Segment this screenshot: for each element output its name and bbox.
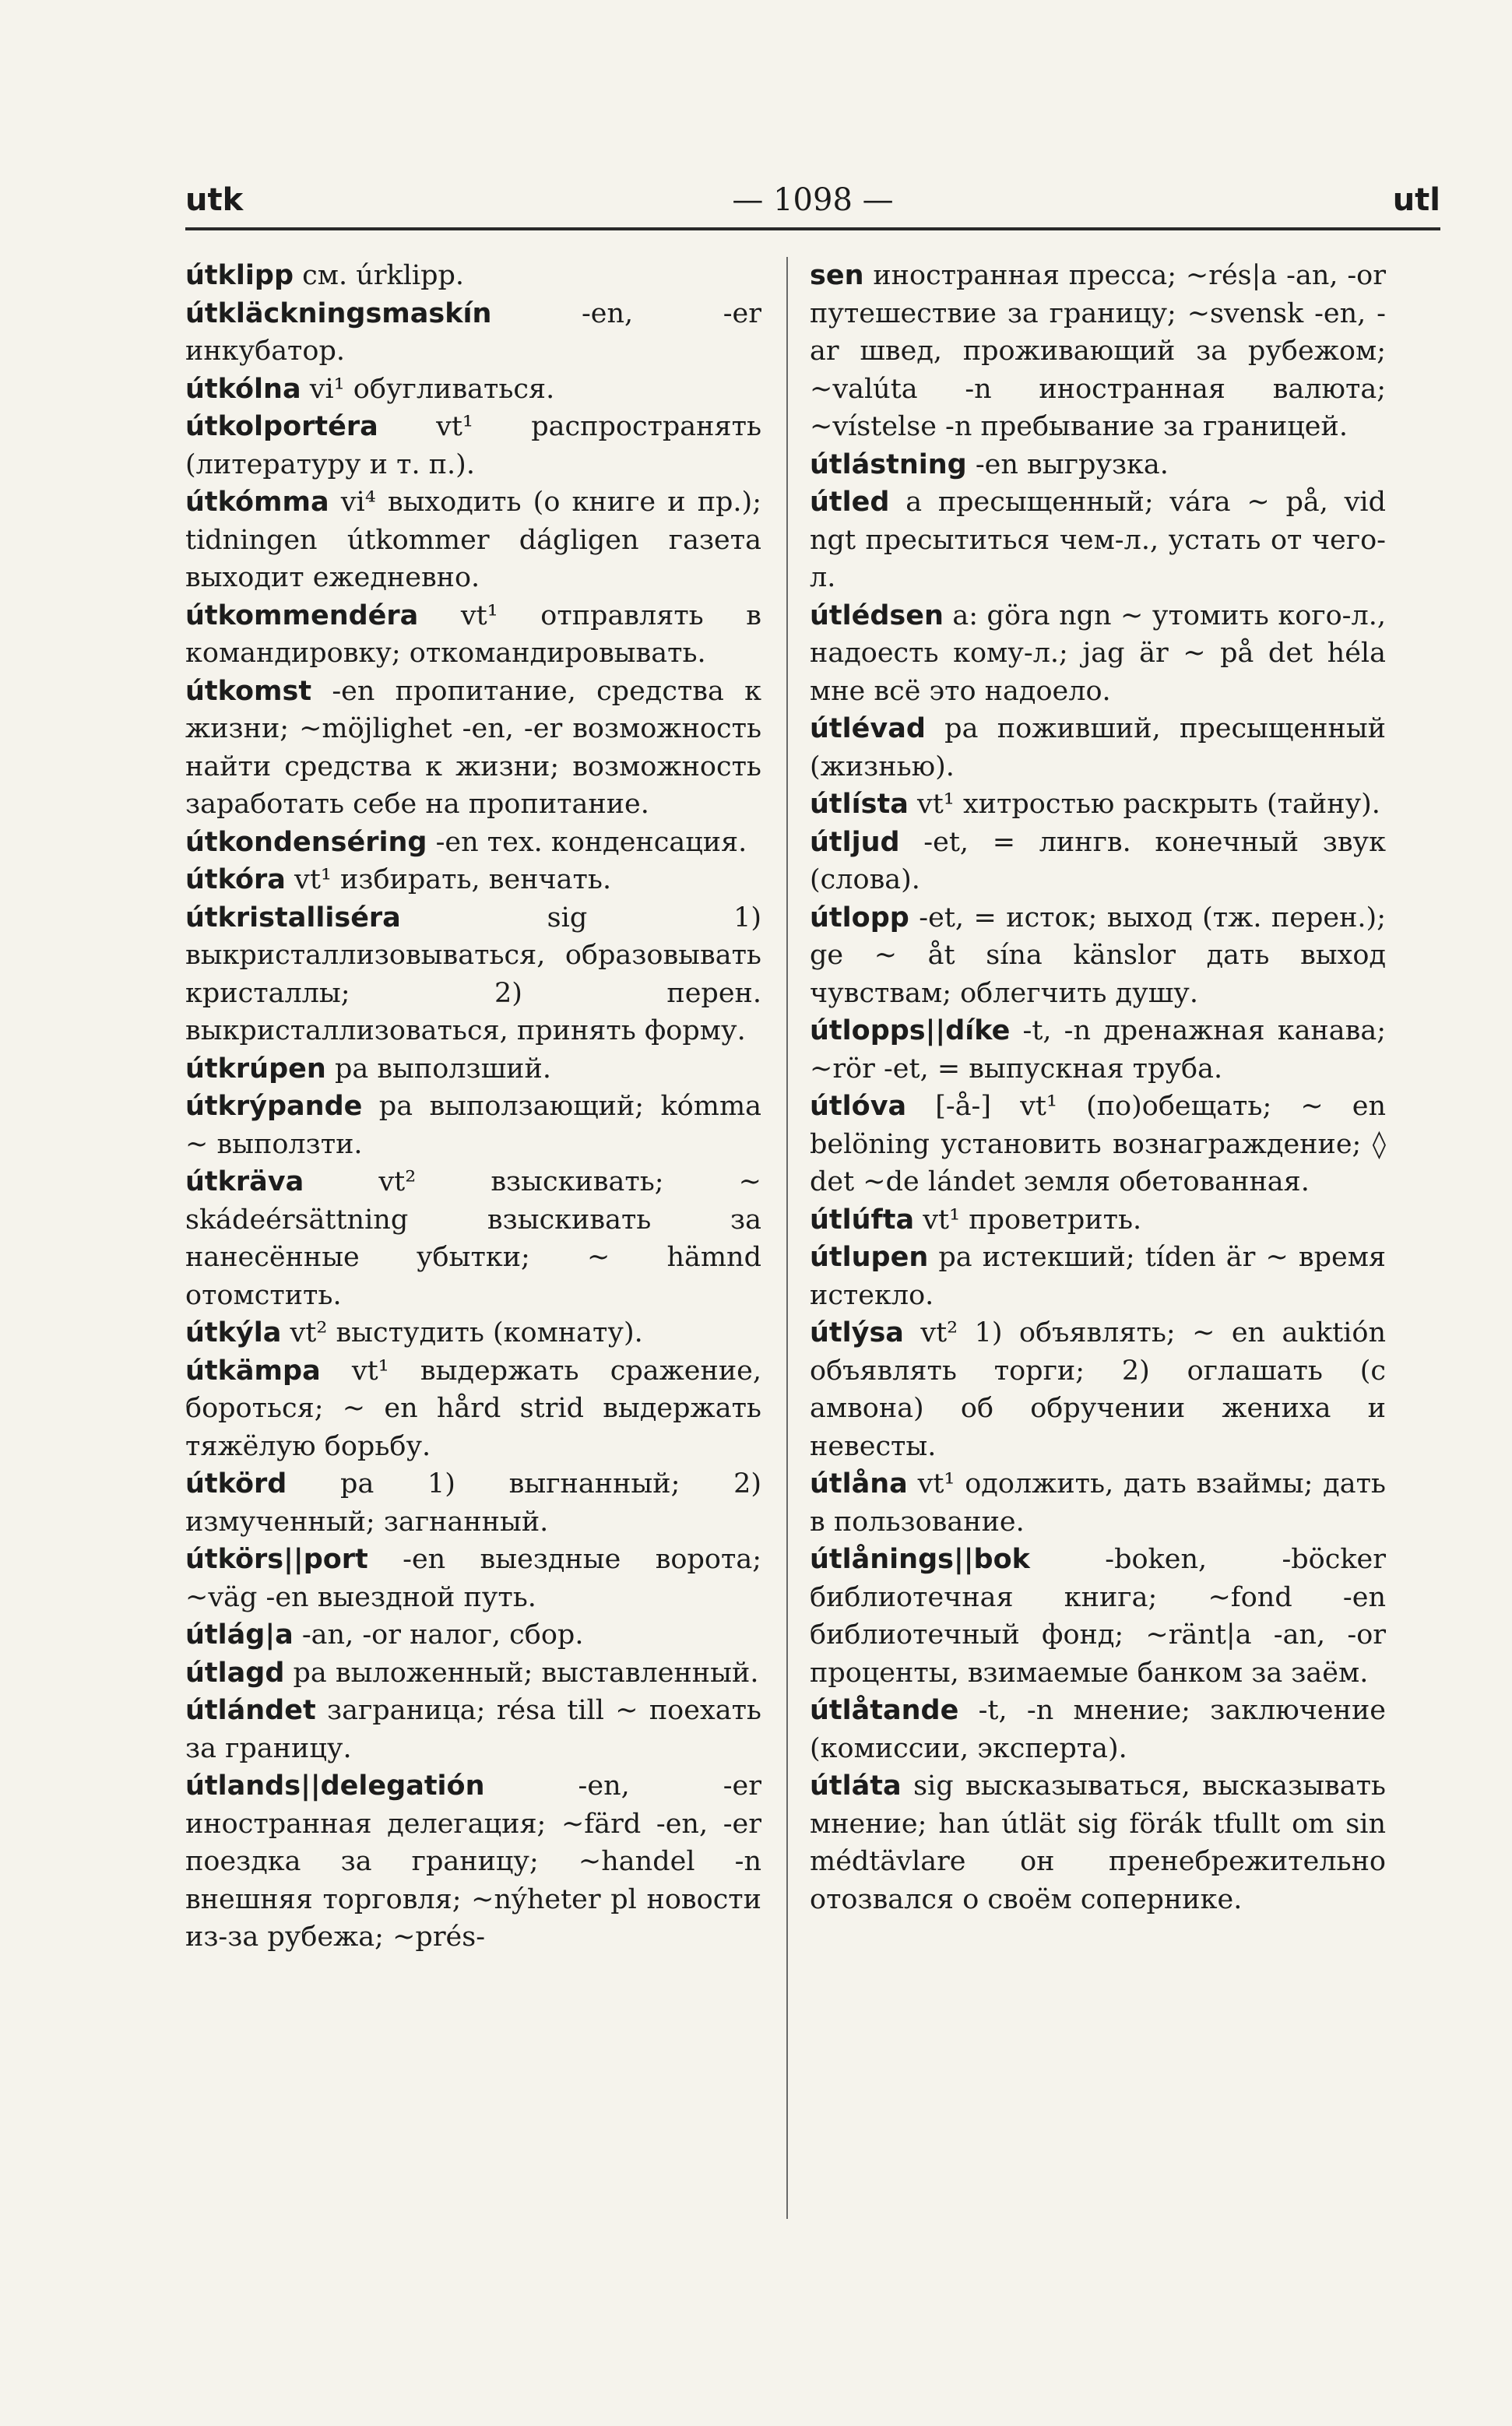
dictionary-entry: útlísta vt¹ хитростью раскрыть (тайну). — [810, 789, 1380, 820]
headword: útkólna — [185, 373, 301, 405]
dictionary-entry: útlág|a -an, -or налог, сбор. — [185, 1619, 584, 1651]
dictionary-entry: útkrúpen pa выползший. — [185, 1053, 551, 1085]
dictionary-entry: útlopp -et, = исток; выход (тж. перен.); ge ~ åt sína känslor дать выход чувствам; облегчить душу. — [810, 902, 1386, 1009]
dictionary-entry: útlýsa vt² 1) объявлять; ~ en auktión объявлять торги; 2) оглашать (с амвона) об обручении жениха и невесты. — [810, 1317, 1386, 1462]
headword: útkolportéra — [185, 411, 378, 442]
dictionary-entry: útlånings||bok -boken, -böcker библиотечная книга; ~fond -en библиотечный фонд; ~ränt|a -an, -or проценты, взимаемые банком за заём. — [810, 1544, 1386, 1689]
headword: útkämpa — [185, 1355, 321, 1387]
headword: útlopp — [810, 902, 909, 933]
dictionary-entry: útlúfta vt¹ проветрить. — [810, 1204, 1142, 1236]
dictionary-entry: útlagd pa выложенный; выставленный. — [185, 1657, 759, 1689]
dictionary-entry: útlástning -en выгрузка. — [810, 448, 1169, 480]
headword: útkläckningsmaskín — [185, 297, 492, 329]
guide-word-right: utl — [1392, 182, 1440, 218]
dictionary-entry: útkýla vt² выстудить (комнату). — [185, 1317, 643, 1348]
headword: útkristalliséra — [185, 902, 401, 933]
headword: útlåna — [810, 1468, 908, 1500]
headword: útlúfta — [810, 1204, 915, 1236]
headword: útlagd — [185, 1657, 285, 1689]
dictionary-entry: útkörd pa 1) выгнанный; 2) измученный; загнанный. — [185, 1468, 761, 1538]
dictionary-entry: útled a пресыщенный; vára ~ på, vid ngt пресытиться чем-л., устать от чего-л. — [810, 487, 1386, 593]
headword: útkrýpande — [185, 1091, 363, 1122]
dictionary-entry: útklipp см. úrklipp. — [185, 260, 465, 291]
dictionary-entry: útkóra vt¹ избирать, венчать. — [185, 864, 612, 895]
headword: útkrúpen — [185, 1053, 326, 1085]
headword: sen — [810, 260, 864, 291]
column-divider — [786, 257, 788, 2219]
headword: útkóra — [185, 864, 286, 895]
dictionary-entry: útkómma vi⁴ выходить (о книге и пр.); tidningen útkommer dágligen газета выходит ежедневно. — [185, 487, 761, 593]
headword: útlévad — [810, 713, 926, 744]
dictionary-entry: útkörs||port -en выездные ворота; ~väg -en выездной путь. — [185, 1544, 761, 1613]
headword: útled — [810, 487, 890, 518]
headword: útlåtande — [810, 1695, 959, 1726]
dictionary-entry: útlédsen a: göra ngn ~ утомить кого-л., надоесть кому-л.; jag är ~ på det héla мне всё это надоело. — [810, 599, 1386, 707]
dictionary-entry: útkräva vt² взыскивать; ~ skádeérsättning взыскивать за нанесённые убытки; ~ hämnd отомстить. — [185, 1166, 761, 1311]
dictionary-entry: útkommendéra vt¹ отправлять в командировку; откомандировывать. — [185, 599, 761, 669]
dictionary-entry: útlands||delegatión -en, -er иностранная делегация; ~färd -en, -er поездка за границу; ~handel -n внешняя торговля; ~nýheter pl новости из-за рубежа; ~prés- — [185, 1770, 761, 1953]
headword: útlísta — [810, 789, 909, 820]
headword: útlóva — [810, 1091, 907, 1122]
headword: útkörs||port — [185, 1544, 368, 1575]
dictionary-entry: útláta sig высказываться, высказывать мнение; han útlät sig förák tfullt om sin médtävlare он пренебрежительно отозвался о своём сопернике. — [810, 1770, 1386, 1915]
headword: útkommendéra — [185, 599, 419, 631]
headword: útlýsa — [810, 1317, 904, 1348]
dictionary-entry: útlåtande -t, -n мнение; заключение (комиссии, эксперта). — [810, 1695, 1386, 1764]
right-column — [810, 257, 1386, 2219]
dictionary-entry: útkämpa vt¹ выдержать сражение, бороться; ~ en hård strid выдержать тяжёлую борьбу. — [185, 1355, 761, 1462]
dictionary-entry: útlopps||díke -t, -n дренажная канава; ~rör -et, = выпускная труба. — [810, 1015, 1386, 1085]
dictionary-entry: útlåna vt¹ одолжить, дать взаймы; дать в пользование. — [810, 1468, 1386, 1538]
running-head — [185, 182, 1440, 221]
dictionary-entry: útljud -et, = лингв. конечный звук (слова). — [810, 826, 1386, 895]
headword: útkräva — [185, 1166, 304, 1197]
headword: útklipp — [185, 260, 294, 291]
headword: útlédsen — [810, 599, 944, 631]
dictionary-entry: útlóva [-å-] vt¹ (по)обещать; ~ en belöning установить вознаграждение; ◊ det ~de lándet земля обетованная. — [810, 1091, 1386, 1197]
dictionary-entry: útkomst -en пропитание, средства к жизни; ~möjlighet -en, -er возможность найти средства к жизни; возможность заработать себе на пропитание. — [185, 675, 761, 820]
headword: útkörd — [185, 1468, 287, 1500]
headword: útljud — [810, 826, 900, 858]
dictionary-entry: útkristalliséra sig 1) выкристаллизовываться, образовывать кристаллы; 2) перен. выкристаллизоваться, принять форму. — [185, 902, 761, 1046]
headword: útlupen — [810, 1242, 929, 1273]
left-column — [185, 257, 761, 2219]
guide-word-left: utk — [185, 182, 244, 218]
page-number: — 1098 — — [732, 182, 894, 218]
dictionary-entry: útlándet заграница; résa till ~ поехать за границу. — [185, 1695, 761, 1764]
headword: útlándet — [185, 1695, 316, 1726]
headword: útkýla — [185, 1317, 282, 1348]
dictionary-entry: útlupen pa истекший; tíden är ~ время истекло. — [810, 1242, 1386, 1311]
dictionary-entry: útkolportéra vt¹ распространять (литературу и т. п.). — [185, 411, 761, 480]
headword: útlástning — [810, 448, 967, 480]
header-rule — [185, 227, 1440, 230]
dictionary-entry: útlévad pa поживший, пресыщенный (жизнью). — [810, 713, 1386, 782]
headword: útkómma — [185, 487, 329, 518]
headword: útlands||delegatión — [185, 1770, 485, 1802]
headword: útlopps||díke — [810, 1015, 1011, 1046]
dictionary-entry: útkondenséring -en тех. конденсация. — [185, 826, 747, 858]
dictionary-entry: útkrýpande pa выползающий; kómma ~ выползти. — [185, 1091, 761, 1160]
dictionary-entry: útkläckningsmaskín -en, -er инкубатор. — [185, 297, 761, 367]
headword: útlág|a — [185, 1619, 294, 1651]
dictionary-entry: sen иностранная пресса; ~rés|a -an, -or путешествие за границу; ~svensk -en, -ar швед, проживающий за рубежом; ~valúta -n иностранная валюта; ~vístelse -n пребывание за границей. — [810, 260, 1386, 442]
headword: útlånings||bok — [810, 1544, 1030, 1575]
headword: útláta — [810, 1770, 902, 1802]
headword: útkomst — [185, 675, 312, 707]
headword: útkondenséring — [185, 826, 427, 858]
dictionary-entry: útkólna vi¹ обугливаться. — [185, 373, 555, 405]
